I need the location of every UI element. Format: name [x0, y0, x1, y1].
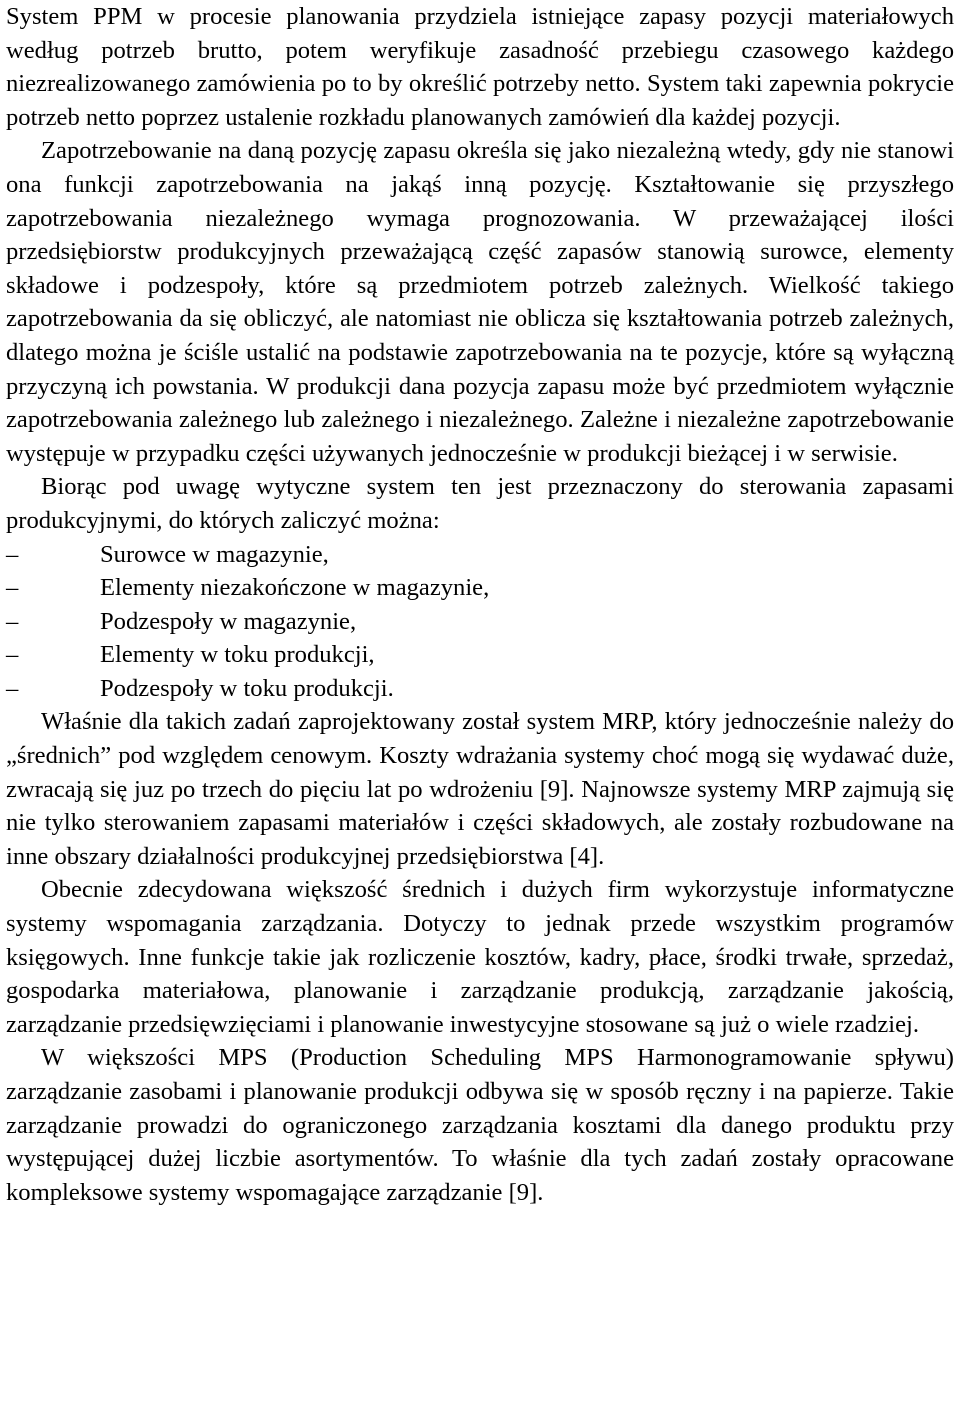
dash-marker: – — [6, 540, 19, 568]
inventory-types-list — [6, 538, 954, 706]
list-item-text: Podzespoły w magazynie, — [100, 607, 357, 635]
paragraph-ppm-planning: System PPM w procesie planowania przydziela istniejące zapasy pozycji materiałowych według potrzeb brutto, potem weryfikuje zasadność przebiegu czasowego każdego niezrealizowanego zamówienia po to by określić potrzeby netto. System taki zapewnia pokrycie potrzeb netto poprzez ustalenie rozkładu planowanych zamówień dla każdej pozycji. — [6, 3, 954, 131]
paragraph-it-systems: Obecnie zdecydowana większość średnich i dużych firm wykorzystuje informatyczne systemy wspomagania zarządzania. Dotyczy to jednak przede wszystkim programów księgowych. Inne funkcje takie jak rozliczenie kosztów, kadry, płace, środki trwałe, sprzedaż, gospodarka materiałowa, planowanie i zarządzanie produkcją, zarządzanie jakością, zarządzanie przedsięwzięciami i planowanie inwestycyjne stosowane są już o wiele rzadziej. — [6, 876, 954, 1038]
dash-marker: – — [6, 574, 19, 602]
paragraph-demand-types: Zapotrzebowanie na daną pozycję zapasu określa się jako niezależną wtedy, gdy nie stanowi ona funkcji zapotrzebowania na jakąś inną pozycję. Kształtowanie się przyszłego zapotrzebowania niezależnego wymaga prognozowania. W przeważającej ilości przedsiębiorstw produkcyjnych przeważającą część zapasów stanowią surowce, elementy składowe i podzespoły, które są przedmiotem potrzeb zależnych. Wielkość takiego zapotrzebowania da się obliczyć, ale natomiast nie oblicza się kształtowania potrzeb zależnych, dlatego można je ściśle ustalić na podstawie zapotrzebowania na te pozycje, które są wyłączną przyczyną ich powstania. W produkcji dana pozycja zapasu może być przedmiotem wyłącznie zapotrzebowania zależnego lub zależnego i niezależnego. Zależne i niezależne zapotrzebowanie występuje w przypadku części używanych jednocześnie w produkcji bieżącej i w serwisie. — [6, 137, 954, 467]
paragraph-mps-management: W większości MPS (Production Scheduling MPS Harmonogramowanie spływu) zarządzanie zasobami i planowanie produkcji odbywa się w sposób ręczny i na papierze. Takie zarządzanie prowadzi do ograniczonego zarządzania kosztami dla danego produktu przy występującej dużej liczbie asortymentów. To właśnie dla tych zadań zostały opracowane kompleksowe systemy wspomagające zarządzanie [9]. — [6, 1044, 954, 1206]
dash-marker: – — [6, 674, 19, 702]
list-item — [6, 571, 954, 605]
list-item — [6, 605, 954, 639]
list-item-text: Elementy niezakończone w magazynie, — [100, 574, 490, 602]
list-item — [6, 672, 954, 706]
paragraph-system-purpose: Biorąc pod uwagę wytyczne system ten jest przeznaczony do sterowania zapasami produkcyjnymi, do których zaliczyć można: — [6, 473, 954, 534]
list-item-text: Surowce w magazynie, — [100, 540, 329, 568]
list-item-text: Elementy w toku produkcji, — [100, 641, 375, 669]
list-item — [6, 638, 954, 672]
dash-marker: – — [6, 607, 19, 635]
list-item — [6, 538, 954, 572]
list-item-text: Podzespoły w toku produkcji. — [100, 674, 394, 702]
paragraph-mrp-system: Właśnie dla takich zadań zaprojektowany został system MRP, który jednocześnie należy do „średnich” pod względem cenowym. Koszty wdrażania systemy choć mogą się wydawać duże, zwracają się juz po trzech do pięciu lat po wdrożeniu [9]. Najnowsze systemy MRP zajmują się nie tylko sterowaniem zapasami materiałów i części składowych, ale zostały rozbudowane na inne obszary działalności produkcyjnej przedsiębiorstwa [4]. — [6, 708, 954, 870]
dash-marker: – — [6, 641, 19, 669]
